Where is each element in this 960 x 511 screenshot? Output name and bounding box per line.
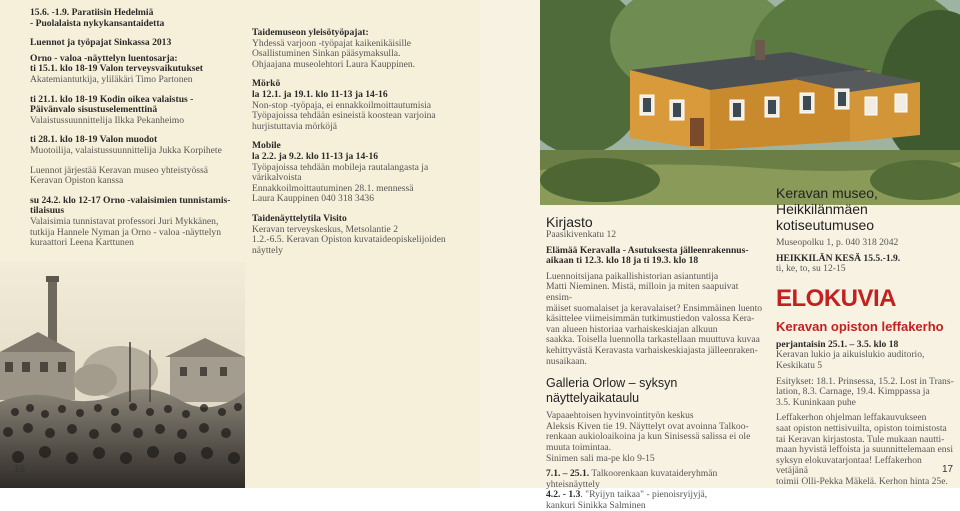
galleria-date-1: 7.1. – 25.1.	[546, 468, 590, 480]
event-4-title-a: su 24.2. klo 12-17 Orno -valaisimien tunnistamis-	[30, 194, 231, 206]
left-page	[0, 0, 480, 488]
mobile-line-4: Laura Kauppinen 040 318 3436	[252, 193, 375, 205]
galleria-line-6	[546, 469, 766, 490]
visito-line-1: Keravan terveyskeskus, Metsolantie 2	[252, 223, 398, 235]
lecture-series-heading: Orno - valoa -näyttelyn luentosarja:	[30, 52, 178, 64]
film-club-shows-3: 3.5. Kuninkaan puhe	[776, 396, 856, 408]
film-club-info-2: saat opiston nettisivuilta, opiston toimistosta	[776, 422, 947, 434]
library-address: Paasikivenkatu 12	[546, 229, 617, 240]
film-club-shows-2: lation, 8.3. Carnage, 19.4. Kimppassa ja	[776, 386, 930, 398]
mobile-line-2: värikalvoista	[252, 172, 302, 184]
opening-days: ti, ke, to, su 12-15	[776, 263, 846, 275]
film-club-title: Keravan opiston leffakerho	[776, 318, 944, 334]
lecture-body-3: mäiset suomalaiset ja keravalaiset? Ensimmäinen luento	[546, 302, 763, 314]
house-photo	[540, 0, 960, 205]
morko-line-2: Työpajoissa tehdään esineistä koostean varjoina	[252, 110, 436, 122]
visito-line-2: 1.2.-6.5. Keravan Opiston kuvataideopiskelijoiden	[252, 234, 446, 246]
lecture-body-1: Luennoitsijana paikallishistorian asiantuntija	[546, 270, 719, 282]
event-1-body: Akatemiantutkija, yliläkäri Timo Partonen	[30, 73, 193, 85]
film-club-info-6: toimii Olli-Pekka Mäkelä. Kerhon hinta 25e.	[776, 475, 948, 487]
historic-photo	[0, 262, 245, 488]
lectures-heading: Luennot ja työpajat Sinkassa 2013	[30, 37, 172, 49]
visito-line-3: näyttely	[252, 244, 283, 256]
event-2-title-b: Päivänvalo sisustuselementtinä	[30, 104, 158, 116]
elokuvia-heading: ELOKUVIA	[776, 284, 897, 312]
film-club-venue: Keravan lukio ja aikuislukio auditorio,	[776, 349, 925, 361]
galleria-title: Galleria Orlow – syksyn näyttelyaikataulu	[546, 376, 678, 406]
event-2-body: Valaistussuunnittelija Ilkka Pekanheimo	[30, 114, 185, 126]
museum-subtitle: Heikkilänmäen kotiseutumuseo	[776, 201, 875, 233]
galleria-event-1: Talkoorenkaan kuvataideryhmän yhteisnäyttely	[546, 468, 718, 490]
summer-dates: HEIKKILÄN KESÄ 15.5.-1.9.	[776, 252, 901, 264]
event-4-title-b: tilaisuus	[30, 205, 65, 217]
house-photo-illustration	[540, 0, 960, 205]
event-2-title-a: ti 21.1. klo 18-19 Kodin oikea valaistus -	[30, 93, 194, 105]
galleria-line-2: Aleksis Kiven tie 19. Näyttelyt ovat avoinna Talkoo-	[546, 420, 749, 432]
galleria-line-3: renkaan aukioloaikoina ja kun Sinisessä salissa ei ole	[546, 431, 751, 443]
right-page	[480, 0, 960, 511]
museum-address: Museopolku 1, p. 040 318 2042	[776, 237, 899, 248]
galleria-event-2: . "Ryijyn taikaa" - pienoisryijyjä,	[580, 489, 708, 501]
galleria-line-4: muuta toimintaa.	[546, 441, 612, 453]
mobile-line-1: Työpajoissa tehdään mobileja rautalangasta ja	[252, 161, 429, 173]
galleria-line-5: Sinimen sali ma-pe klo 9-15	[546, 452, 655, 464]
right-column-2	[776, 186, 956, 488]
film-club-info-4: maan hyvistä leffoista ja suunnittelemaan ensi	[776, 444, 953, 456]
library-title: Kirjasto	[546, 214, 593, 230]
workshops-line-3: Ohjaajana museolehtori Laura Kauppinen.	[252, 58, 416, 70]
exhibition-title-1: 15.6. -1.9. Paratiisin Hedelmiä	[30, 7, 154, 18]
mobile-dates: la 2.2. ja 9.2. klo 11-13 ja 14-16	[252, 150, 379, 162]
film-club-schedule: perjantaisin 25.1. – 3.5. klo 18	[776, 338, 899, 350]
event-3-body: Muotoilija, valaistussuunnittelija Jukka Korpihete	[30, 144, 222, 156]
event-4-body-1: Valaisimia tunnistavat professori Juri Mykkänen,	[30, 215, 219, 227]
lecture-heading-a: Elämää Keravalla - Asutuksesta jälleenrakennus-	[546, 244, 749, 256]
lecture-body-6: saakka. Toisella luennolla tarkastellaan muuttuva kuvaa	[546, 334, 760, 346]
galleria-line-8: kankuri Sinikka Salminen	[546, 499, 646, 511]
workshops-line-1: Yhdessä varjoon -työpajat kaikenikäisille	[252, 37, 412, 49]
organizer-note-1: Luennot järjestää Keravan museo yhteistyössä	[30, 164, 208, 176]
page-number-right: 17	[942, 464, 954, 475]
lecture-heading-b: aikaan ti 12.3. klo 18 ja ti 19.3. klo 18	[546, 255, 699, 267]
event-4-body-2: tutkija Hannele Nyman ja Orno - valoa -näyttelyn	[30, 226, 222, 238]
morko-heading: Mörkö	[252, 78, 281, 90]
film-club-info-5: syksyn elokuvatarjontaa! Leffakerhon vetäjänä	[776, 454, 922, 477]
lecture-body-4: käsittelee viimeisimmän tutkimustiedon valossa Kera-	[546, 313, 755, 325]
lecture-body-2: Matti Nieminen. Mistä, milloin ja miten saapuivat ensim-	[546, 281, 739, 303]
event-1-title: ti 15.1. klo 18-19 Valon terveysvaikutukset	[30, 63, 203, 75]
film-club-street: Keskikatu 5	[776, 359, 823, 371]
visito-heading: Taidenäyttelytila Visito	[252, 212, 347, 224]
lecture-body-5: van alueen historiaa varhaiskeskiajan alkuun	[546, 323, 718, 335]
mobile-line-3: Ennakkoilmoittautuminen 28.1. mennessä	[252, 182, 414, 194]
workshops-line-2: Osallistuminen Sinkan pääsymaksulla.	[252, 48, 401, 60]
workshops-heading: Taidemuseon yleisötyöpajat:	[252, 27, 369, 38]
event-4-body-3: kuraattori Leena Karttunen	[30, 237, 134, 249]
morko-dates: la 12.1. ja 19.1. klo 11-13 ja 14-16	[252, 88, 388, 100]
museum-title: Keravan museo,	[776, 185, 878, 201]
galleria-line-1: Vapaaehtoisen hyvinvointityön keskus	[546, 410, 694, 422]
page-number-left: 16	[14, 464, 26, 475]
event-3-title: ti 28.1. klo 18-19 Valon muodot	[30, 134, 158, 146]
mobile-heading: Mobile	[252, 140, 281, 152]
galleria-line-7	[546, 490, 766, 501]
film-club-info-1: Leffakerhon ohjelman leffakauvukseen	[776, 412, 927, 424]
right-column-1	[546, 214, 766, 511]
organizer-note-2: Keravan Opiston kanssa	[30, 175, 124, 187]
lecture-body-7: kehittyvästä Keravasta varhaiskeskiajasta jälleenraken-	[546, 344, 758, 356]
lecture-body-8: nusaikaan.	[546, 355, 587, 367]
historic-photo-illustration	[0, 262, 245, 488]
exhibition-subtitle: - Puolalaista nykykansantaidetta	[30, 17, 165, 29]
film-club-info-3: tai Keravan kirjastosta. Tule mukaan nautti-	[776, 433, 945, 445]
film-club-shows-1: Esitykset: 18.1. Prinsessa, 15.2. Lost in Trans-	[776, 375, 954, 387]
left-column-1	[30, 8, 255, 249]
morko-line-1: Non-stop -työpaja, ei ennakkoilmoittautumisia	[252, 99, 432, 111]
galleria-date-2: 4.2. - 1.3	[546, 489, 581, 501]
left-column-2	[252, 28, 474, 256]
morko-line-3: hurjistuttavia mörköjä	[252, 120, 337, 132]
